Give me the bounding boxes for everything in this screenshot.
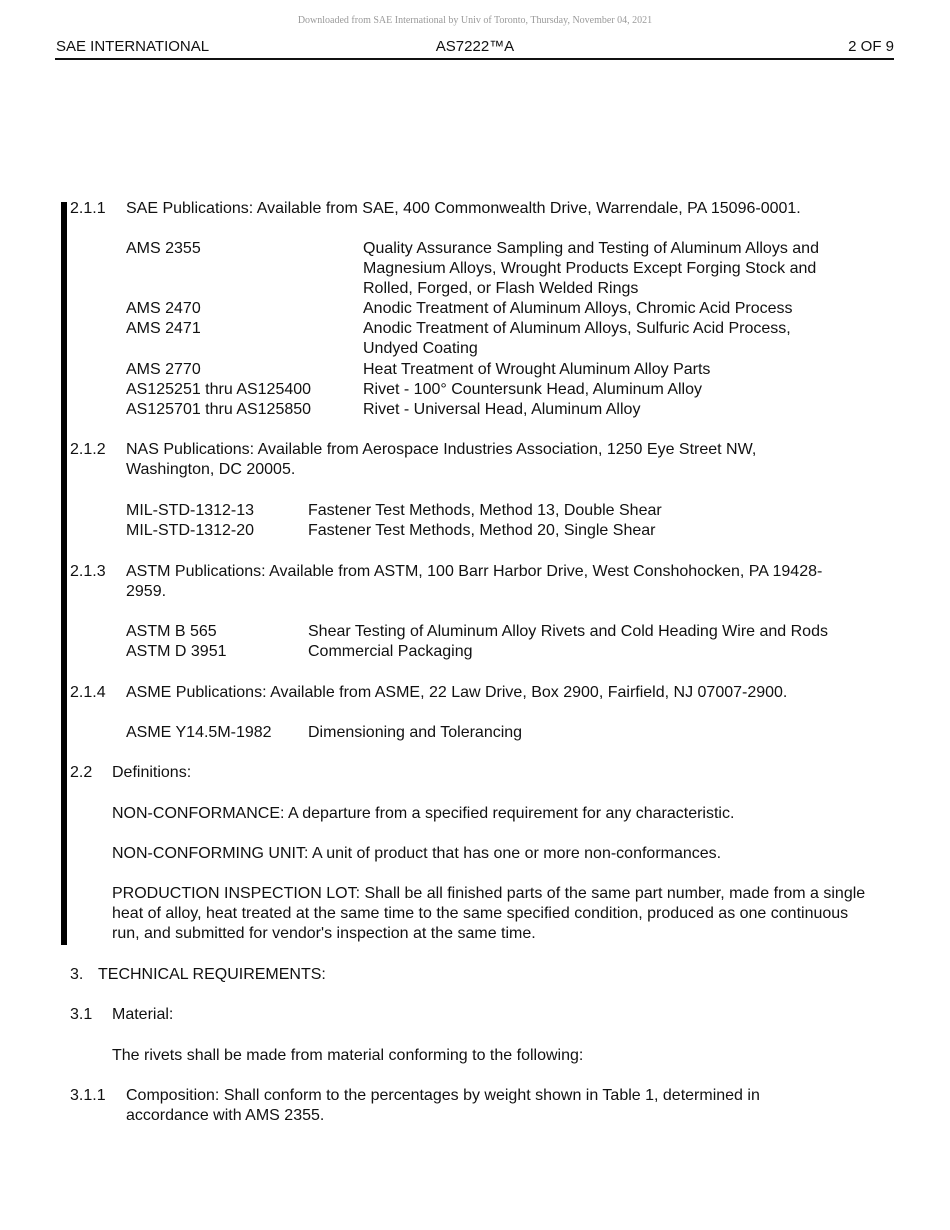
- section-3-1-text: The rivets shall be made from material conforming to the following:: [112, 1047, 584, 1064]
- ref-title: Rivet - 100° Countersunk Head, Aluminum Alloy: [363, 381, 703, 398]
- ref-title: Heat Treatment of Wrought Aluminum Alloy Parts: [363, 361, 711, 378]
- revision-change-bar: [61, 202, 67, 945]
- section-2-1-2-text: NAS Publications: Available from Aerospace Industries Association, 1250 Eye Street NW, Washington, DC 20005.: [126, 441, 757, 479]
- ref-title: Anodic Treatment of Aluminum Alloys, Sulfuric Acid Process, Undyed Coating: [363, 320, 791, 358]
- ref-id: AMS 2471: [126, 320, 201, 337]
- ref-id: AMS 2355: [126, 240, 201, 257]
- section-3-1-number: 3.1: [70, 1006, 93, 1023]
- ref-title: Dimensioning and Tolerancing: [308, 724, 523, 741]
- ref-id: MIL-STD-1312-13: [126, 502, 255, 519]
- section-2-1-3-number: 2.1.3: [70, 563, 106, 580]
- ref-id: ASTM B 565: [126, 623, 217, 640]
- header-org: SAE INTERNATIONAL: [56, 38, 210, 55]
- section-3-1-title: Material:: [112, 1006, 174, 1023]
- ref-id: ASME Y14.5M-1982: [126, 724, 272, 741]
- section-2-1-1-text: SAE Publications: Available from SAE, 400 Commonwealth Drive, Warrendale, PA 15096-0001.: [126, 200, 801, 217]
- ref-id: AMS 2770: [126, 361, 201, 378]
- section-3-number: 3.: [70, 966, 84, 983]
- section-3-title: TECHNICAL REQUIREMENTS:: [98, 966, 326, 983]
- ref-title: Anodic Treatment of Aluminum Alloys, Chromic Acid Process: [363, 300, 793, 317]
- ref-title: Fastener Test Methods, Method 20, Single Shear: [308, 522, 656, 539]
- ref-id: AS125251 thru AS125400: [126, 381, 312, 398]
- definition-paragraph: NON-CONFORMING UNIT: A unit of product that has one or more non-conformances.: [112, 845, 722, 862]
- ref-id: AS125701 thru AS125850: [126, 401, 312, 418]
- section-3-1-1-text: Composition: Shall conform to the percentages by weight shown in Table 1, determined in accordance with AMS 2355.: [126, 1087, 760, 1125]
- section-2-1-3-text: ASTM Publications: Available from ASTM, 100 Barr Harbor Drive, West Conshohocken, PA 19428-2959.: [126, 563, 823, 601]
- section-2-2-title: Definitions:: [112, 764, 192, 781]
- header-rule: [55, 58, 894, 60]
- header-doc-number: AS7222™A: [435, 38, 515, 55]
- section-2-2-number: 2.2: [70, 764, 93, 781]
- ref-title: Rivet - Universal Head, Aluminum Alloy: [363, 401, 641, 418]
- ref-id: MIL-STD-1312-20: [126, 522, 255, 539]
- section-2-1-2-number: 2.1.2: [70, 441, 106, 458]
- section-3-1-1-number: 3.1.1: [70, 1087, 106, 1104]
- definition-paragraph: PRODUCTION INSPECTION LOT: Shall be all finished parts of the same part number, made from a single heat of alloy, heat treated at the same time to the same specified condition, produced as one continuous run, and submitted for vendor's inspection at the same time.: [112, 885, 866, 943]
- definition-paragraph: NON-CONFORMANCE: A departure from a specified requirement for any characteristic.: [112, 805, 735, 822]
- ref-title: Fastener Test Methods, Method 13, Double Shear: [308, 502, 662, 519]
- ref-id: ASTM D 3951: [126, 643, 227, 660]
- section-2-1-4-number: 2.1.4: [70, 684, 106, 701]
- header-page-number: 2 OF 9: [848, 38, 894, 55]
- ref-id: AMS 2470: [126, 300, 201, 317]
- ref-title: Shear Testing of Aluminum Alloy Rivets and Cold Heading Wire and Rods: [308, 623, 828, 640]
- section-2-1-1-number: 2.1.1: [70, 200, 106, 217]
- ref-title: Commercial Packaging: [308, 643, 473, 660]
- section-2-1-4-text: ASME Publications: Available from ASME, 22 Law Drive, Box 2900, Fairfield, NJ 07007-2900.: [126, 684, 788, 701]
- ref-title: Quality Assurance Sampling and Testing of Aluminum Alloys and Magnesium Alloys, Wrought Products Except Forging Stock and Rolled, Forged, or Flash Welded Rings: [363, 240, 819, 298]
- download-watermark: Downloaded from SAE International by Univ of Toronto, Thursday, November 04, 2021: [297, 15, 653, 26]
